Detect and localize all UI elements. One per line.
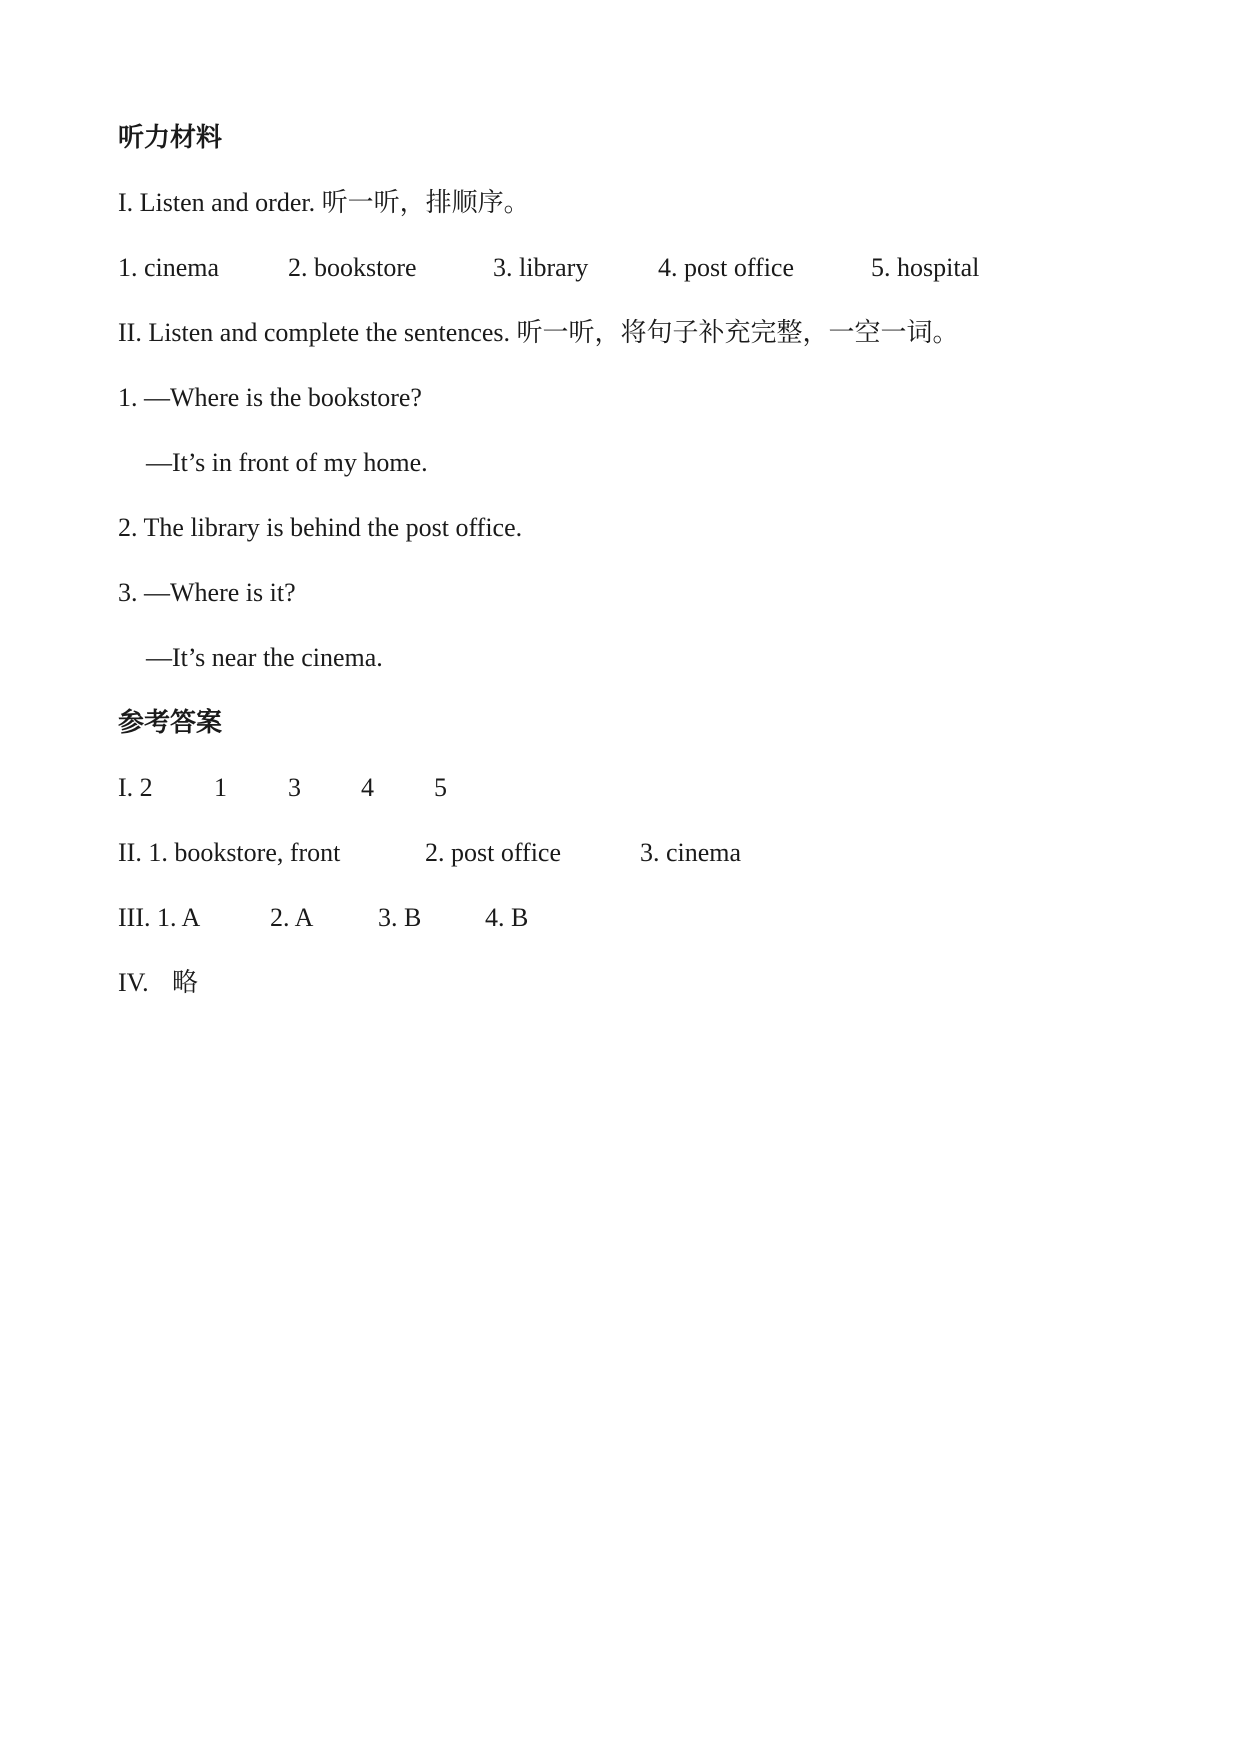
answer-item: 3. cinema — [640, 838, 742, 867]
part1-item: 4. post office — [658, 253, 794, 282]
part1-item: 1. cinema — [118, 253, 220, 282]
answers-heading: 参考答案 — [118, 708, 223, 738]
answer-label: II. 1. bookstore, front — [118, 838, 341, 867]
part2-line: —It’s near the cinema. — [146, 643, 383, 672]
listening-heading: 听力材料 — [118, 123, 223, 153]
answer-label: IV. — [118, 968, 149, 997]
answer-item: 2. post office — [425, 838, 561, 867]
part1-item: 3. library — [493, 253, 589, 282]
part1-title: I. Listen and order. 听一听，排顺序。 — [118, 188, 530, 217]
answer-item: 略 — [172, 968, 199, 997]
answer-item: 2. A — [270, 903, 314, 932]
answer-row-3 — [118, 898, 718, 938]
answer-row-4 — [118, 963, 418, 1003]
answer-label: I. 2 — [118, 773, 153, 802]
part2-line: 1. —Where is the bookstore? — [118, 383, 422, 412]
part1-items-row — [118, 248, 1118, 288]
answer-item: 4 — [361, 773, 374, 802]
answer-item: 1 — [214, 773, 227, 802]
answer-item: 5 — [434, 773, 447, 802]
answer-item: 3 — [288, 773, 301, 802]
part1-item: 5. hospital — [871, 253, 980, 282]
answer-item: 3. B — [378, 903, 422, 932]
answer-item: 4. B — [485, 903, 529, 932]
answer-row-1 — [118, 768, 618, 808]
answer-label: III. 1. A — [118, 903, 201, 932]
part2-line: 2. The library is behind the post office. — [118, 513, 523, 542]
part1-item: 2. bookstore — [288, 253, 417, 282]
answer-row-2 — [118, 833, 918, 873]
part2-line: —It’s in front of my home. — [146, 448, 428, 477]
part2-title: II. Listen and complete the sentences. 听一听，将句子补充完整，一空一词。 — [118, 318, 959, 347]
part2-line: 3. —Where is it? — [118, 578, 296, 607]
